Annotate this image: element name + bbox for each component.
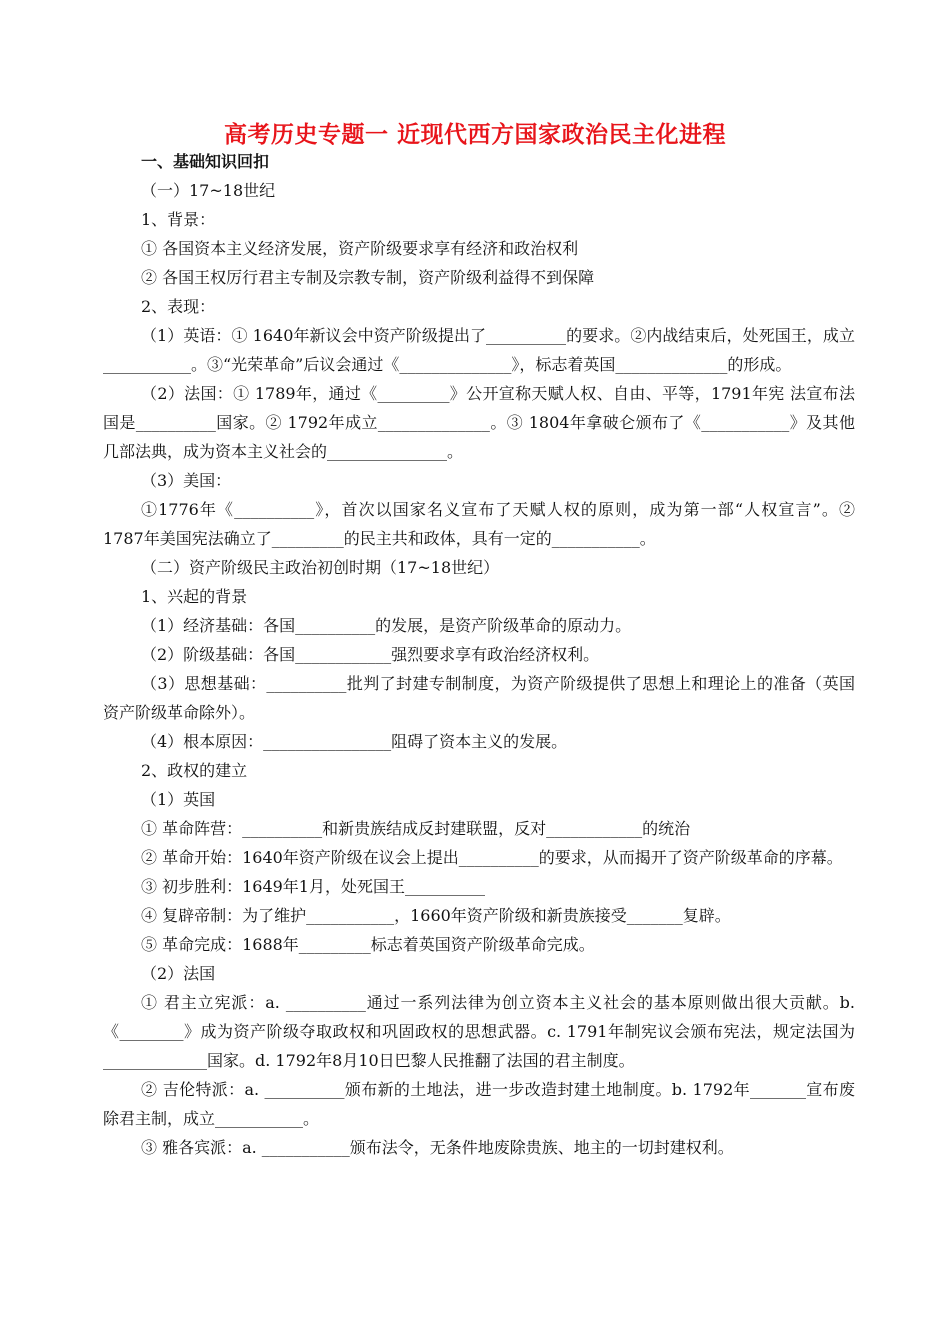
text-line: ① 各国资本主义经济发展，资产阶级要求享有经济和政治权利 [141, 239, 579, 258]
text-line: （2）法国 [141, 964, 216, 983]
text-line: （2）法国：① 1789年，通过《_________》公开宣称天赋人权、自由、平等，1791年宪 法宣布法国是__________国家。② 1792年成立______________。③ 1804年拿破仑颁布了《___________》及其他几部法典，成为资本主义社会的_______________。 [103, 384, 855, 461]
text-line: （3）思想基础：__________批判了封建专制制度，为资产阶级提供了思想上和理论上的准备（英国资产阶级革命除外）。 [103, 674, 855, 722]
text-line: ① 革命阵营：__________和新贵族结成反封建联盟，反对____________的统治 [141, 819, 691, 838]
text-line: （1）英语：① 1640年新议会中资产阶级提出了__________的要求。②内战结束后，处死国王，成立___________。③“光荣革命”后议会通过《______________》，标志着英国______________的形成。 [103, 326, 855, 374]
text-line: （4）根本原因：________________阻碍了资本主义的发展。 [141, 732, 568, 751]
document-title: 高考历史专题一 近现代西方国家政治民主化进程 [223, 121, 726, 148]
text-line: ③ 初步胜利：1649年1月，处死国王__________ [141, 877, 485, 896]
text-line: 2、政权的建立 [141, 761, 248, 780]
text-line: ③ 雅各宾派：a. ___________颁布法令，无条件地废除贵族、地主的一切封建权利。 [141, 1138, 734, 1157]
text-line: ④ 复辟帝制：为了维护___________，1660年资产阶级和新贵族接受_______复辟。 [141, 906, 731, 925]
text-line: （3）美国： [141, 471, 232, 490]
text-line: （2）阶级基础：各国____________强烈要求享有政治经济权利。 [141, 645, 600, 664]
text-line: ①1776年《__________》，首次以国家名义宣布了天赋人权的原则，成为第一部“人权宣言”。② 1787年美国宪法确立了_________的民主共和政体，具有一定的___________。 [103, 500, 855, 548]
text-line: （1）英国 [141, 790, 216, 809]
text-line: 1、背景： [141, 210, 216, 229]
text-line: ② 吉伦特派：a. __________颁布新的土地法，进一步改造封建土地制度。b. 1792年_______宣布废除君主制，成立___________。 [103, 1080, 855, 1128]
text-line: 1、兴起的背景 [141, 587, 248, 606]
text-line: ⑤ 革命完成：1688年_________标志着英国资产阶级革命完成。 [141, 935, 595, 954]
text-line: 2、表现： [141, 297, 216, 316]
text-line: ② 革命开始：1640年资产阶级在议会上提出__________的要求，从而揭开了资产阶级革命的序幕。 [141, 848, 843, 867]
text-line: ② 各国王权厉行君主专制及宗教专制，资产阶级利益得不到保障 [141, 268, 595, 287]
text-line: ① 君主立宪派：a. __________通过一系列法律为创立资本主义社会的基本原则做出很大贡献。b.《________》成为资产阶级夺取政权和巩固政权的思想武器。c. 1791年制宪议会颁布宪法，规定法国为_____________国家。d. 1792年8月10日巴黎人民推翻了法国的君主制度。 [103, 993, 855, 1070]
text-line: 一、基础知识回扣 [141, 152, 270, 171]
text-line: （二）资产阶级民主政治初创时期（17~18世纪） [141, 558, 500, 577]
text-line: （一）17~18世纪 [141, 181, 276, 200]
document-body [103, 147, 855, 1162]
text-line: （1）经济基础：各国__________的发展，是资产阶级革命的原动力。 [141, 616, 632, 635]
